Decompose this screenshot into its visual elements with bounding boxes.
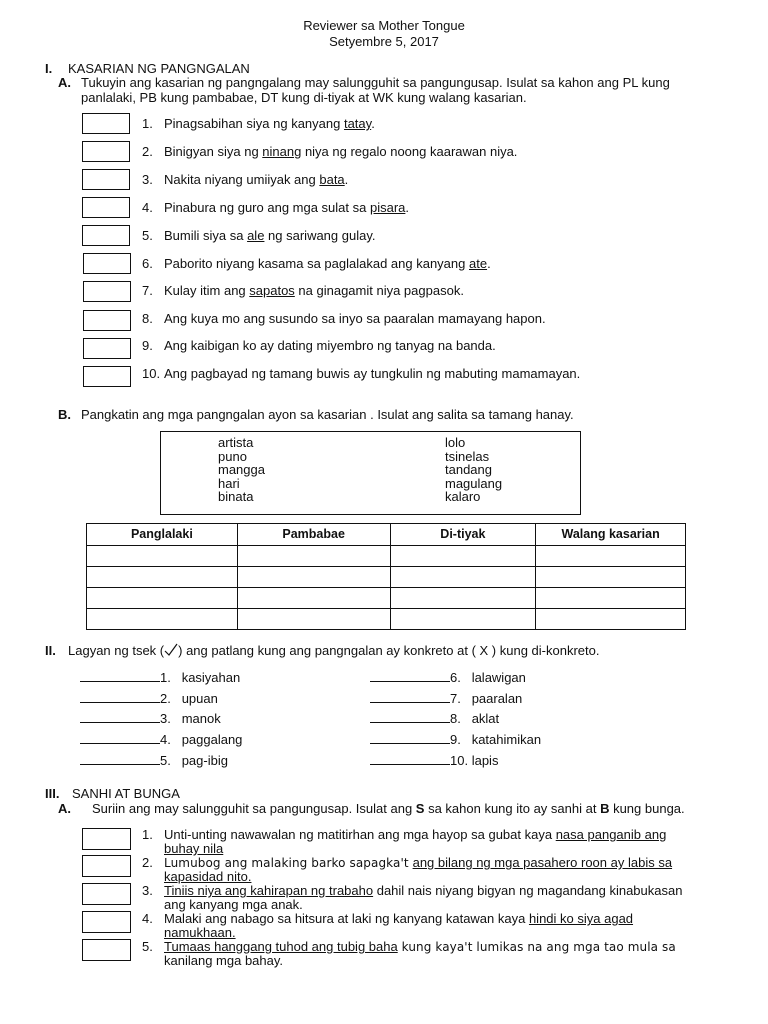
question-text-end: . bbox=[371, 116, 375, 131]
answer-box-3[interactable] bbox=[82, 169, 130, 190]
question-line-2 bbox=[164, 842, 724, 856]
question-text-end: ng sariwang gulay. bbox=[264, 228, 376, 243]
question-text-end: . bbox=[344, 172, 349, 187]
table-row bbox=[87, 546, 686, 567]
question-5 bbox=[142, 228, 375, 244]
section1-roman: I. bbox=[45, 61, 53, 76]
answer-box-1[interactable] bbox=[82, 113, 130, 134]
question-line-1 bbox=[164, 940, 724, 954]
answer-blank[interactable] bbox=[80, 691, 160, 703]
word-bank-item: lolo bbox=[445, 435, 466, 450]
word-bank-item: tsinelas bbox=[445, 448, 490, 464]
answer-box-7[interactable] bbox=[83, 281, 131, 302]
column-header-walang-kasarian: Walang kasarian bbox=[536, 524, 686, 546]
section1-partB-letter: B. bbox=[58, 407, 71, 422]
underlined-text: buhay nila bbox=[164, 841, 224, 856]
item-number: 2. bbox=[160, 691, 171, 706]
answer-box-8[interactable] bbox=[83, 310, 131, 331]
word-bank-item: kalaro bbox=[445, 489, 481, 505]
question-number: 7. bbox=[142, 283, 153, 298]
question-line-1 bbox=[164, 856, 724, 870]
table-cell[interactable] bbox=[87, 609, 238, 630]
section2-item-7 bbox=[370, 691, 522, 707]
question-text: kung kaya't lumikas na ang mga tao mula sa bbox=[397, 940, 676, 954]
item-word: katahimikan bbox=[471, 732, 542, 747]
table-row bbox=[87, 567, 686, 588]
question-number: 1. bbox=[142, 827, 153, 842]
question-line-1 bbox=[164, 884, 724, 898]
item-number: 10. bbox=[450, 753, 469, 768]
answer-box-2[interactable] bbox=[82, 141, 130, 162]
question-text: ang kanyang mga anak. bbox=[164, 897, 303, 912]
question-text: Binigyan siya ng bbox=[164, 144, 263, 159]
question-text-end: na ginagamit niya pagpasok. bbox=[294, 283, 464, 298]
question-number: 4. bbox=[142, 911, 153, 926]
question-number: 9. bbox=[142, 338, 153, 353]
question-number: 3. bbox=[142, 883, 153, 898]
question-number: 3. bbox=[142, 172, 153, 187]
answer-blank[interactable] bbox=[370, 711, 450, 723]
instruction-text: kung bunga. bbox=[609, 801, 685, 816]
answer-blank[interactable] bbox=[370, 670, 450, 682]
question-9 bbox=[142, 338, 496, 354]
item-number: 9. bbox=[450, 732, 461, 747]
section1-title: KASARIAN NG PANGNGALAN bbox=[68, 61, 250, 76]
table-cell[interactable] bbox=[237, 546, 390, 567]
item-number: 6. bbox=[450, 670, 461, 685]
sanhi-box-3[interactable] bbox=[82, 883, 131, 905]
word-bank-item: binata bbox=[218, 489, 254, 505]
underlined-noun: ninang bbox=[262, 144, 302, 159]
answer-box-4[interactable] bbox=[82, 197, 130, 218]
section2-item-6 bbox=[370, 670, 526, 686]
item-number: 7. bbox=[450, 691, 461, 706]
sanhi-box-2[interactable] bbox=[82, 855, 131, 877]
item-number: 8. bbox=[450, 711, 461, 726]
item-word: paggalang bbox=[181, 732, 243, 747]
section1-partA-instruction-1: Tukuyin ang kasarian ng pangngalang may salungguhit sa pangungusap. Isulat sa kahon ang PL kung bbox=[81, 75, 670, 90]
word-bank bbox=[160, 431, 581, 515]
underlined-text: hindi ko siya agad bbox=[528, 911, 634, 926]
item-word: aklat bbox=[471, 711, 500, 726]
question-text: Lumubog ang malaking barko sapagka't bbox=[164, 856, 413, 870]
column-header-pambabae: Pambabae bbox=[237, 524, 390, 546]
item-word: lapis bbox=[471, 753, 499, 768]
underlined-text: namukhaan. bbox=[164, 925, 236, 940]
section1-partB-instruction: Pangkatin ang mga pangngalan ayon sa kasarian . Isulat ang salita sa tamang hanay. bbox=[81, 407, 574, 422]
table-cell[interactable] bbox=[390, 609, 536, 630]
question-7 bbox=[142, 283, 464, 299]
question-text: Bumili siya sa bbox=[164, 228, 248, 243]
question-line-2 bbox=[164, 926, 724, 940]
item-word: upuan bbox=[181, 691, 218, 706]
table-cell[interactable] bbox=[87, 546, 238, 567]
question-text-end: niya ng regalo noong kaarawan niya. bbox=[301, 144, 518, 159]
column-header-panglalaki: Panglalaki bbox=[87, 524, 238, 546]
question-number: 2. bbox=[142, 144, 153, 159]
question-6 bbox=[142, 256, 491, 272]
underlined-noun: sapatos bbox=[249, 283, 295, 298]
section1-partA-instruction-2: panlalaki, PB kung pambabae, DT kung di-tiyak at WK kung walang kasarian. bbox=[81, 90, 527, 105]
instruction-s: S bbox=[415, 801, 425, 816]
question-number: 5. bbox=[142, 228, 153, 243]
word-bank-item: magulang bbox=[445, 475, 503, 491]
answer-blank[interactable] bbox=[80, 753, 160, 765]
section2-item-4 bbox=[80, 732, 242, 748]
table-cell[interactable] bbox=[87, 588, 238, 609]
item-number: 3. bbox=[160, 711, 171, 726]
table-cell[interactable] bbox=[237, 588, 390, 609]
word-bank-item: puno bbox=[218, 448, 247, 464]
section2-item-9 bbox=[370, 732, 541, 748]
question-text: Ang kaibigan ko ay dating miyembro ng tanyag na banda. bbox=[164, 338, 496, 353]
question-text: Nakita niyang umiiyak ang bbox=[164, 172, 320, 187]
question-2 bbox=[142, 144, 517, 160]
checkmark-icon bbox=[164, 643, 178, 657]
section3-roman: III. bbox=[45, 786, 60, 801]
section2-instruction-end: ) ang patlang kung ang pangngalan ay konkreto at ( X ) kung di-konkreto. bbox=[178, 643, 600, 658]
question-8 bbox=[142, 311, 546, 327]
section3-partA-instruction bbox=[92, 801, 685, 817]
question-number: 8. bbox=[142, 311, 153, 326]
word-bank-left bbox=[218, 436, 265, 504]
instruction-text: Suriin ang may salungguhit sa pangungusap. Isulat ang bbox=[92, 801, 416, 816]
section2-item-8 bbox=[370, 711, 499, 727]
underlined-noun: ate bbox=[469, 256, 488, 271]
answer-blank[interactable] bbox=[80, 732, 160, 744]
underlined-text: nasa panganib ang bbox=[555, 827, 667, 842]
question-number: 1. bbox=[142, 116, 153, 131]
section2-item-10 bbox=[370, 753, 498, 769]
item-number: 1. bbox=[160, 670, 171, 685]
word-bank-item: tandang bbox=[445, 462, 492, 478]
section2-item-5 bbox=[80, 753, 228, 769]
answer-blank[interactable] bbox=[80, 670, 160, 682]
word-bank-item: mangga bbox=[218, 462, 265, 478]
table-header-row bbox=[87, 524, 686, 546]
section3-partA-letter: A. bbox=[58, 801, 71, 816]
item-word: manok bbox=[181, 711, 221, 726]
question-text-end: . bbox=[405, 200, 410, 215]
word-bank-right bbox=[445, 436, 502, 504]
table-cell[interactable] bbox=[390, 567, 536, 588]
word-bank-item: hari bbox=[218, 475, 240, 491]
instruction-text: sa kahon kung ito ay sanhi at bbox=[424, 801, 601, 816]
answer-box-9[interactable] bbox=[83, 338, 131, 359]
question-text: Pinabura ng guro ang mga sulat sa bbox=[164, 200, 370, 215]
underlined-noun: tatay bbox=[343, 116, 372, 131]
item-word: paaralan bbox=[471, 691, 523, 706]
answer-box-10[interactable] bbox=[83, 366, 131, 387]
item-word: lalawigan bbox=[471, 670, 526, 685]
question-text: kanilang mga bahay. bbox=[164, 953, 284, 968]
question-number: 4. bbox=[142, 200, 153, 215]
question-10 bbox=[142, 366, 580, 382]
question-number: 6. bbox=[142, 256, 153, 271]
item-word: pag-ibig bbox=[181, 753, 228, 768]
gender-table bbox=[86, 523, 686, 630]
question-text: dahil nais niyang bigyan ng magandang kinabukasan bbox=[373, 883, 683, 898]
answer-blank[interactable] bbox=[370, 691, 450, 703]
sanhi-box-5[interactable] bbox=[82, 939, 131, 961]
table-cell[interactable] bbox=[536, 609, 686, 630]
answer-blank[interactable] bbox=[80, 711, 160, 723]
word-bank-item: artista bbox=[218, 435, 254, 450]
section2-item-2 bbox=[80, 691, 218, 707]
table-cell[interactable] bbox=[87, 567, 238, 588]
question-text: Kulay itim ang bbox=[164, 283, 250, 298]
question-text: Paborito niyang kasama sa paglalakad ang kanyang bbox=[164, 256, 469, 271]
question-1 bbox=[142, 116, 375, 132]
item-word: kasiyahan bbox=[181, 670, 241, 685]
table-cell[interactable] bbox=[536, 567, 686, 588]
instruction-b: B bbox=[600, 801, 610, 816]
question-text-end: . bbox=[487, 256, 491, 271]
table-cell[interactable] bbox=[390, 546, 536, 567]
section1-partA-letter: A. bbox=[58, 75, 71, 90]
column-header-di-tiyak: Di-tiyak bbox=[390, 524, 536, 546]
section2-instruction bbox=[68, 643, 599, 659]
section2-item-1 bbox=[80, 670, 240, 686]
underlined-noun: bata bbox=[319, 172, 345, 187]
item-number: 5. bbox=[160, 753, 171, 768]
question-number: 5. bbox=[142, 939, 153, 954]
question-text: Ang pagbayad ng tamang buwis ay tungkulin ng mabuting mamamayan. bbox=[164, 366, 581, 381]
table-cell[interactable] bbox=[536, 588, 686, 609]
underlined-text: Tiniis niya ang kahirapan ng trabaho bbox=[164, 883, 374, 898]
underlined-text: Tumaas hanggang tuhod ang tubig baha bbox=[164, 939, 398, 954]
table-cell[interactable] bbox=[237, 567, 390, 588]
answer-box-6[interactable] bbox=[83, 253, 131, 274]
table-row bbox=[87, 588, 686, 609]
question-4 bbox=[142, 200, 409, 216]
question-text: Ang kuya mo ang susundo sa inyo sa paaralan mamayang hapon. bbox=[164, 311, 546, 326]
section2-instruction-start: Lagyan ng tsek ( bbox=[68, 643, 165, 658]
question-line-2 bbox=[164, 954, 724, 968]
table-cell[interactable] bbox=[536, 546, 686, 567]
underlined-text: ang bilang ng mga pasahero roon ay labis sa bbox=[412, 855, 673, 870]
underlined-noun: pisara bbox=[369, 200, 406, 215]
question-number: 10. bbox=[142, 366, 161, 381]
section2-item-3 bbox=[80, 711, 221, 727]
question-number: 2. bbox=[142, 855, 153, 870]
answer-blank[interactable] bbox=[370, 732, 450, 744]
sanhi-box-4[interactable] bbox=[82, 911, 131, 933]
answer-blank[interactable] bbox=[370, 753, 450, 765]
item-number: 4. bbox=[160, 732, 171, 747]
underlined-noun: ale bbox=[247, 228, 265, 243]
section3-title: SANHI AT BUNGA bbox=[72, 786, 180, 801]
underlined-text: kapasidad nito. bbox=[164, 869, 252, 884]
question-line-1 bbox=[164, 828, 724, 842]
section2-roman: II. bbox=[45, 643, 56, 658]
question-3 bbox=[142, 172, 348, 188]
table-row bbox=[87, 609, 686, 630]
question-line-2 bbox=[164, 870, 724, 884]
document-date: Setyembre 5, 2017 bbox=[329, 34, 439, 49]
question-text: Malaki ang nabago sa hitsura at laki ng kanyang katawan kaya bbox=[164, 911, 529, 926]
question-text: Pinagsabihan siya ng kanyang bbox=[164, 116, 344, 131]
table-cell[interactable] bbox=[390, 588, 536, 609]
question-text: Unti-unting nawawalan ng matitirhan ang mga hayop sa gubat kaya bbox=[164, 827, 556, 842]
document-title: Reviewer sa Mother Tongue bbox=[303, 18, 465, 33]
question-line-1 bbox=[164, 912, 724, 926]
table-cell[interactable] bbox=[237, 609, 390, 630]
sanhi-box-1[interactable] bbox=[82, 828, 131, 850]
answer-box-5[interactable] bbox=[82, 225, 130, 246]
question-line-2 bbox=[164, 898, 724, 912]
